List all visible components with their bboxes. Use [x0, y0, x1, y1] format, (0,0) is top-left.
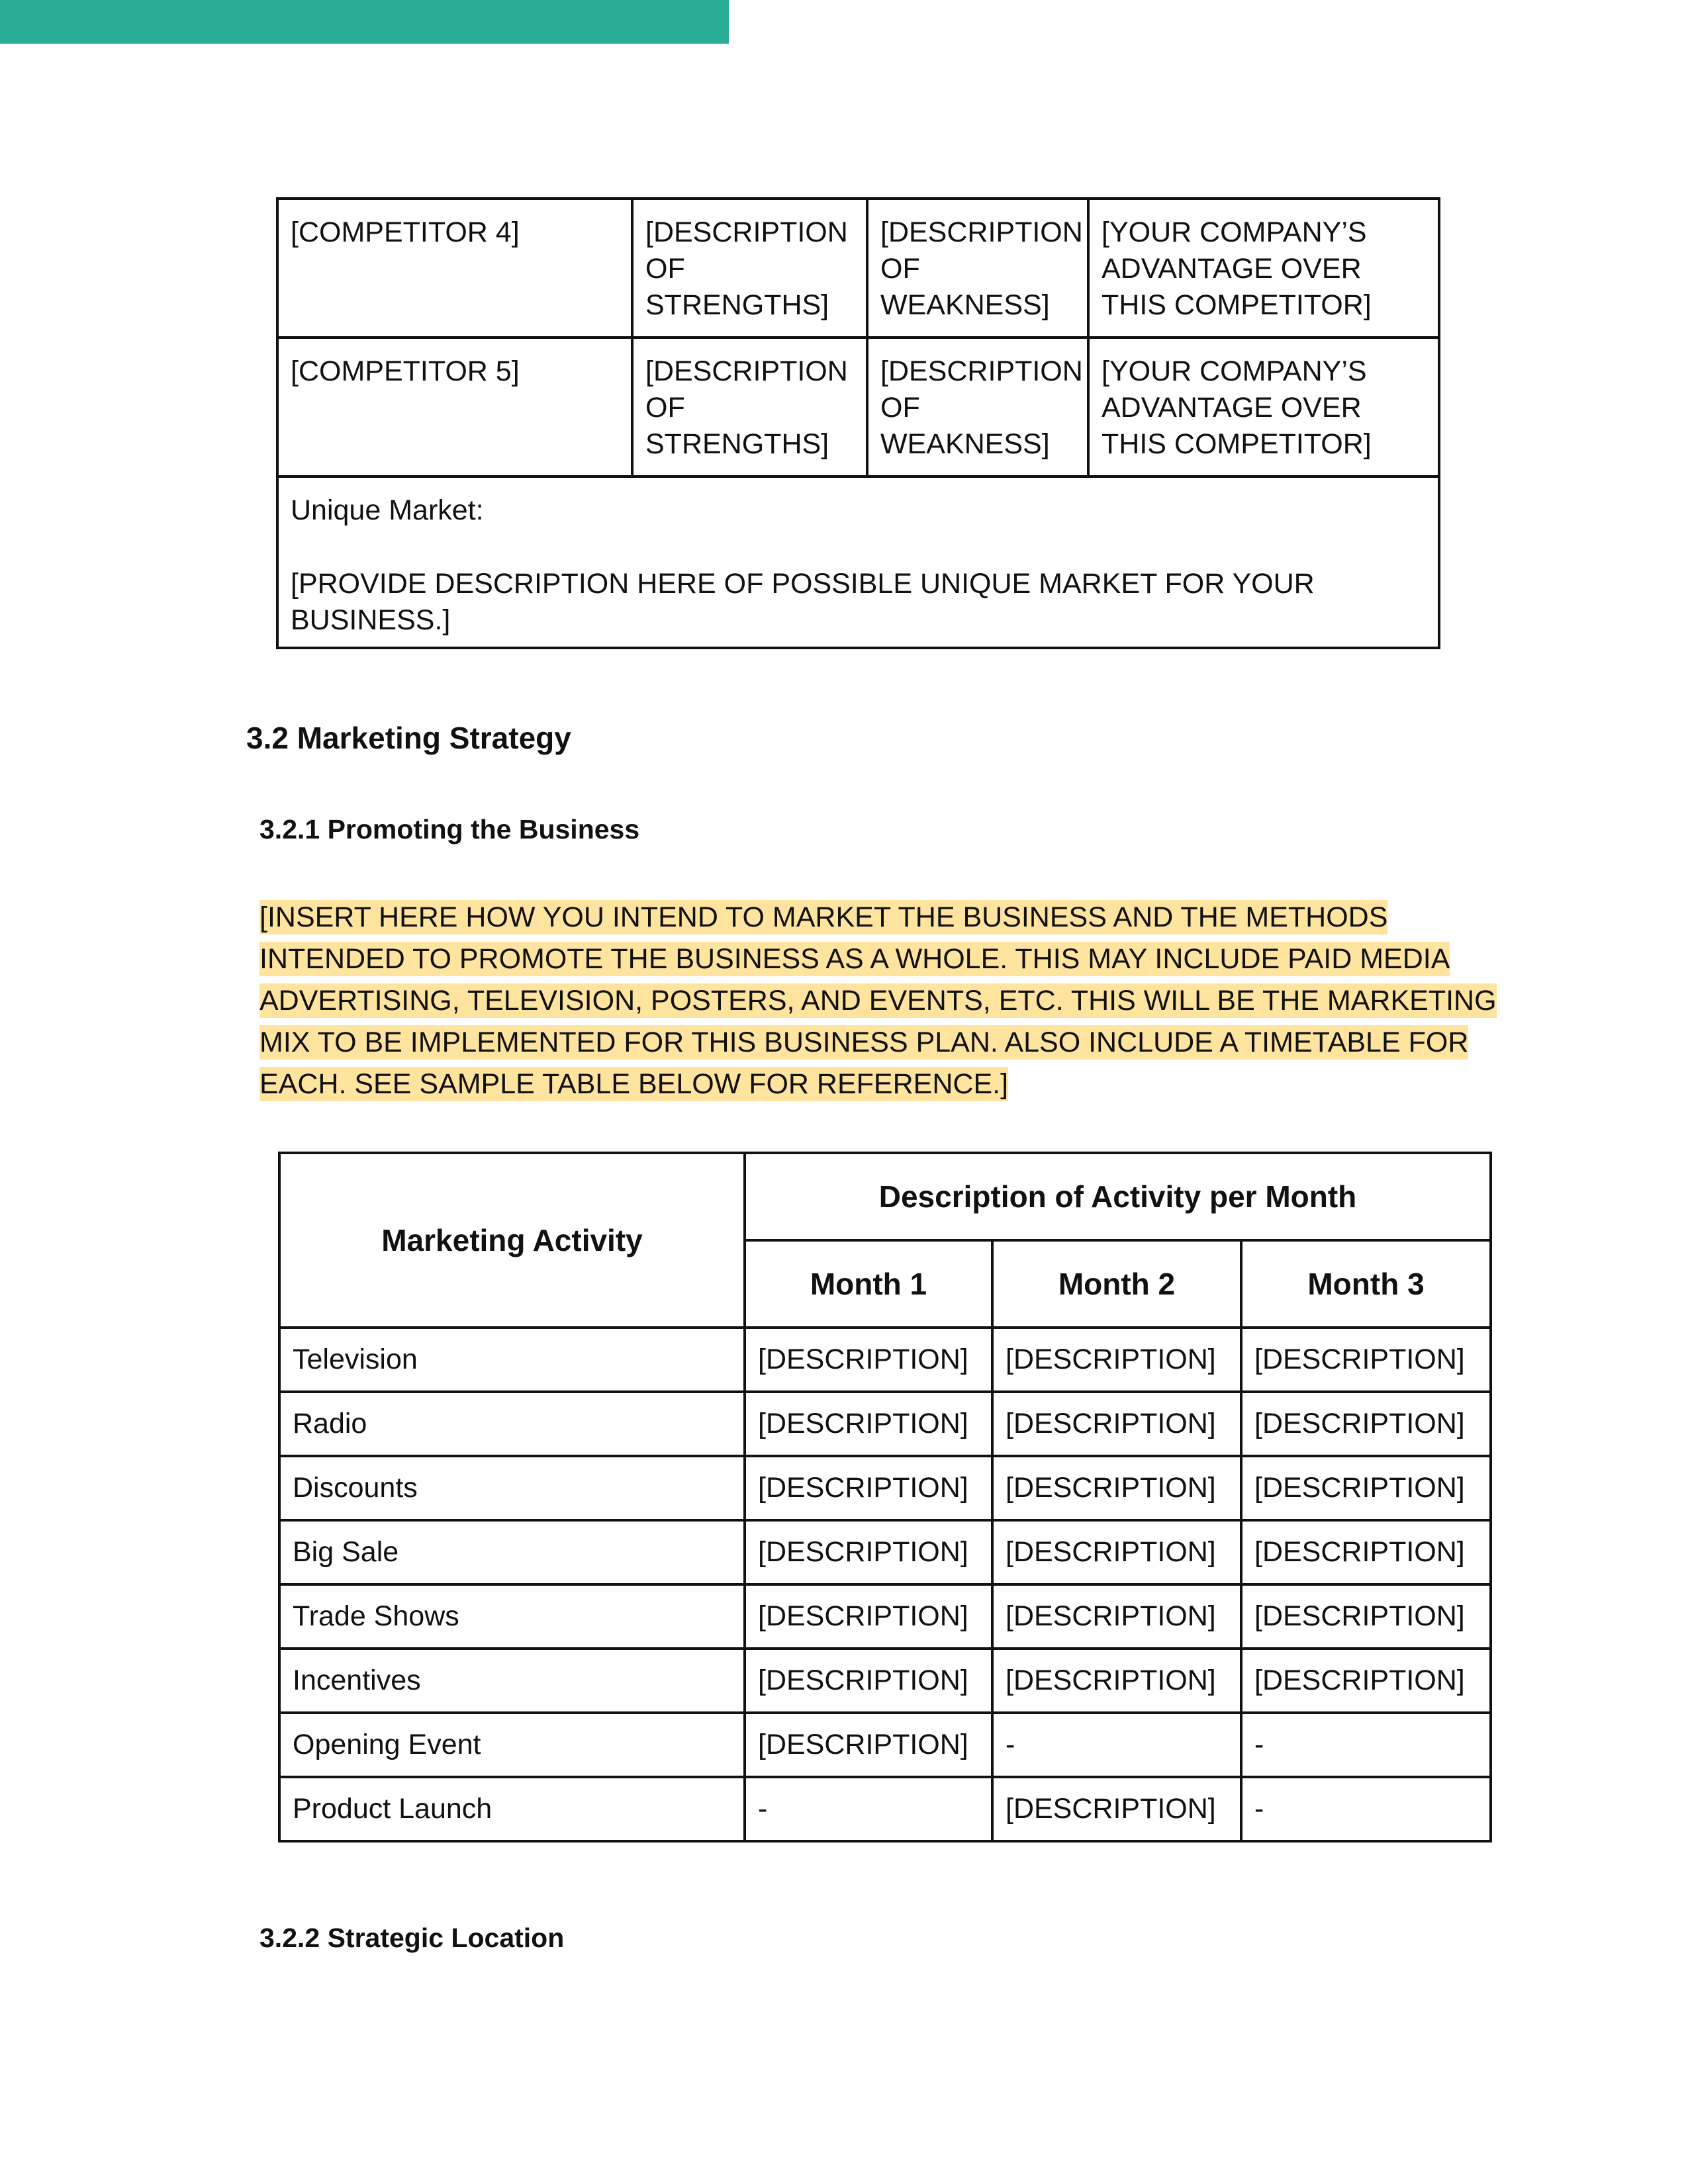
activity-cell: Incentives [279, 1649, 745, 1713]
competitor-name-cell: [COMPETITOR 4] [277, 199, 632, 338]
month-header: Month 3 [1241, 1240, 1491, 1328]
unique-market-row [277, 477, 1439, 648]
month-cell: [DESCRIPTION] [1241, 1520, 1491, 1584]
activity-cell: Big Sale [279, 1520, 745, 1584]
marketing-activity-header: Marketing Activity [279, 1153, 745, 1328]
month-cell: [DESCRIPTION] [992, 1777, 1241, 1841]
header-accent-bar [0, 0, 729, 44]
activity-cell: Discounts [279, 1456, 745, 1520]
strengths-cell: [DESCRIPTION OF STRENGTHS] [632, 338, 867, 477]
activity-cell: Opening Event [279, 1713, 745, 1777]
table-row [279, 1777, 1491, 1841]
month-cell: - [992, 1713, 1241, 1777]
competitor-table [276, 197, 1440, 649]
table-row [279, 1520, 1491, 1584]
marketing-activity-table [278, 1152, 1492, 1843]
month-cell: [DESCRIPTION] [745, 1392, 992, 1456]
activity-cell: Product Launch [279, 1777, 745, 1841]
month-cell: [DESCRIPTION] [1241, 1456, 1491, 1520]
month-header: Month 1 [745, 1240, 992, 1328]
unique-market-label: Unique Market: [291, 494, 484, 526]
weakness-cell: [DESCRIPTION OF WEAKNESS] [867, 199, 1088, 338]
month-cell: [DESCRIPTION] [992, 1584, 1241, 1649]
month-cell: [DESCRIPTION] [745, 1456, 992, 1520]
month-cell: [DESCRIPTION] [1241, 1328, 1491, 1392]
month-cell: [DESCRIPTION] [992, 1456, 1241, 1520]
table-header-row [279, 1153, 1491, 1240]
month-cell: [DESCRIPTION] [745, 1328, 992, 1392]
description-per-month-header: Description of Activity per Month [745, 1153, 1491, 1240]
activity-cell: Radio [279, 1392, 745, 1456]
month-cell: [DESCRIPTION] [745, 1649, 992, 1713]
table-row [277, 199, 1439, 338]
month-cell: - [1241, 1713, 1491, 1777]
activity-cell: Television [279, 1328, 745, 1392]
advantage-cell: [YOUR COMPANY’S ADVANTAGE OVER THIS COMPETITOR] [1088, 199, 1439, 338]
month-cell: [DESCRIPTION] [1241, 1584, 1491, 1649]
table-row [279, 1713, 1491, 1777]
section-heading-marketing-strategy: 3.2 Marketing Strategy [246, 721, 571, 755]
advantage-cell: [YOUR COMPANY’S ADVANTAGE OVER THIS COMPETITOR] [1088, 338, 1439, 477]
month-cell: [DESCRIPTION] [992, 1649, 1241, 1713]
unique-market-cell [277, 477, 1439, 648]
table-row [277, 338, 1439, 477]
unique-market-description: [PROVIDE DESCRIPTION HERE OF POSSIBLE UNIQUE MARKET FOR YOUR BUSINESS.] [291, 568, 1315, 636]
activity-cell: Trade Shows [279, 1584, 745, 1649]
month-cell: - [1241, 1777, 1491, 1841]
subsection-heading-strategic-location: 3.2.2 Strategic Location [259, 1923, 565, 1953]
competitor-name-cell: [COMPETITOR 5] [277, 338, 632, 477]
month-cell: - [745, 1777, 992, 1841]
table-row [279, 1649, 1491, 1713]
highlighted-placeholder-text: [INSERT HERE HOW YOU INTEND TO MARKET THE BUSINESS AND THE METHODS INTENDED TO PROMOTE THE BUSINESS AS A WHOLE. THIS MAY INCLUDE PAID MEDIA ADVERTISING, TELEVISION, POSTERS, AND EVENTS, ETC. THIS WILL BE THE MARKETING MIX TO BE IMPLEMENTED FOR THIS BUSINESS PLAN. ALSO INCLUDE A TIMETABLE FOR EACH. SEE SAMPLE TABLE BELOW FOR REFERENCE.] [259, 901, 1497, 1100]
month-cell: [DESCRIPTION] [1241, 1392, 1491, 1456]
insert-instructions-paragraph [259, 897, 1504, 1105]
month-cell: [DESCRIPTION] [745, 1713, 992, 1777]
strengths-cell: [DESCRIPTION OF STRENGTHS] [632, 199, 867, 338]
month-cell: [DESCRIPTION] [745, 1584, 992, 1649]
month-cell: [DESCRIPTION] [745, 1520, 992, 1584]
month-header: Month 2 [992, 1240, 1241, 1328]
month-cell: [DESCRIPTION] [992, 1328, 1241, 1392]
table-row [279, 1456, 1491, 1520]
table-row [279, 1392, 1491, 1456]
month-cell: [DESCRIPTION] [992, 1520, 1241, 1584]
weakness-cell: [DESCRIPTION OF WEAKNESS] [867, 338, 1088, 477]
month-cell: [DESCRIPTION] [992, 1392, 1241, 1456]
subsection-heading-promoting: 3.2.1 Promoting the Business [259, 814, 640, 844]
month-cell: [DESCRIPTION] [1241, 1649, 1491, 1713]
table-row [279, 1584, 1491, 1649]
table-row [279, 1328, 1491, 1392]
